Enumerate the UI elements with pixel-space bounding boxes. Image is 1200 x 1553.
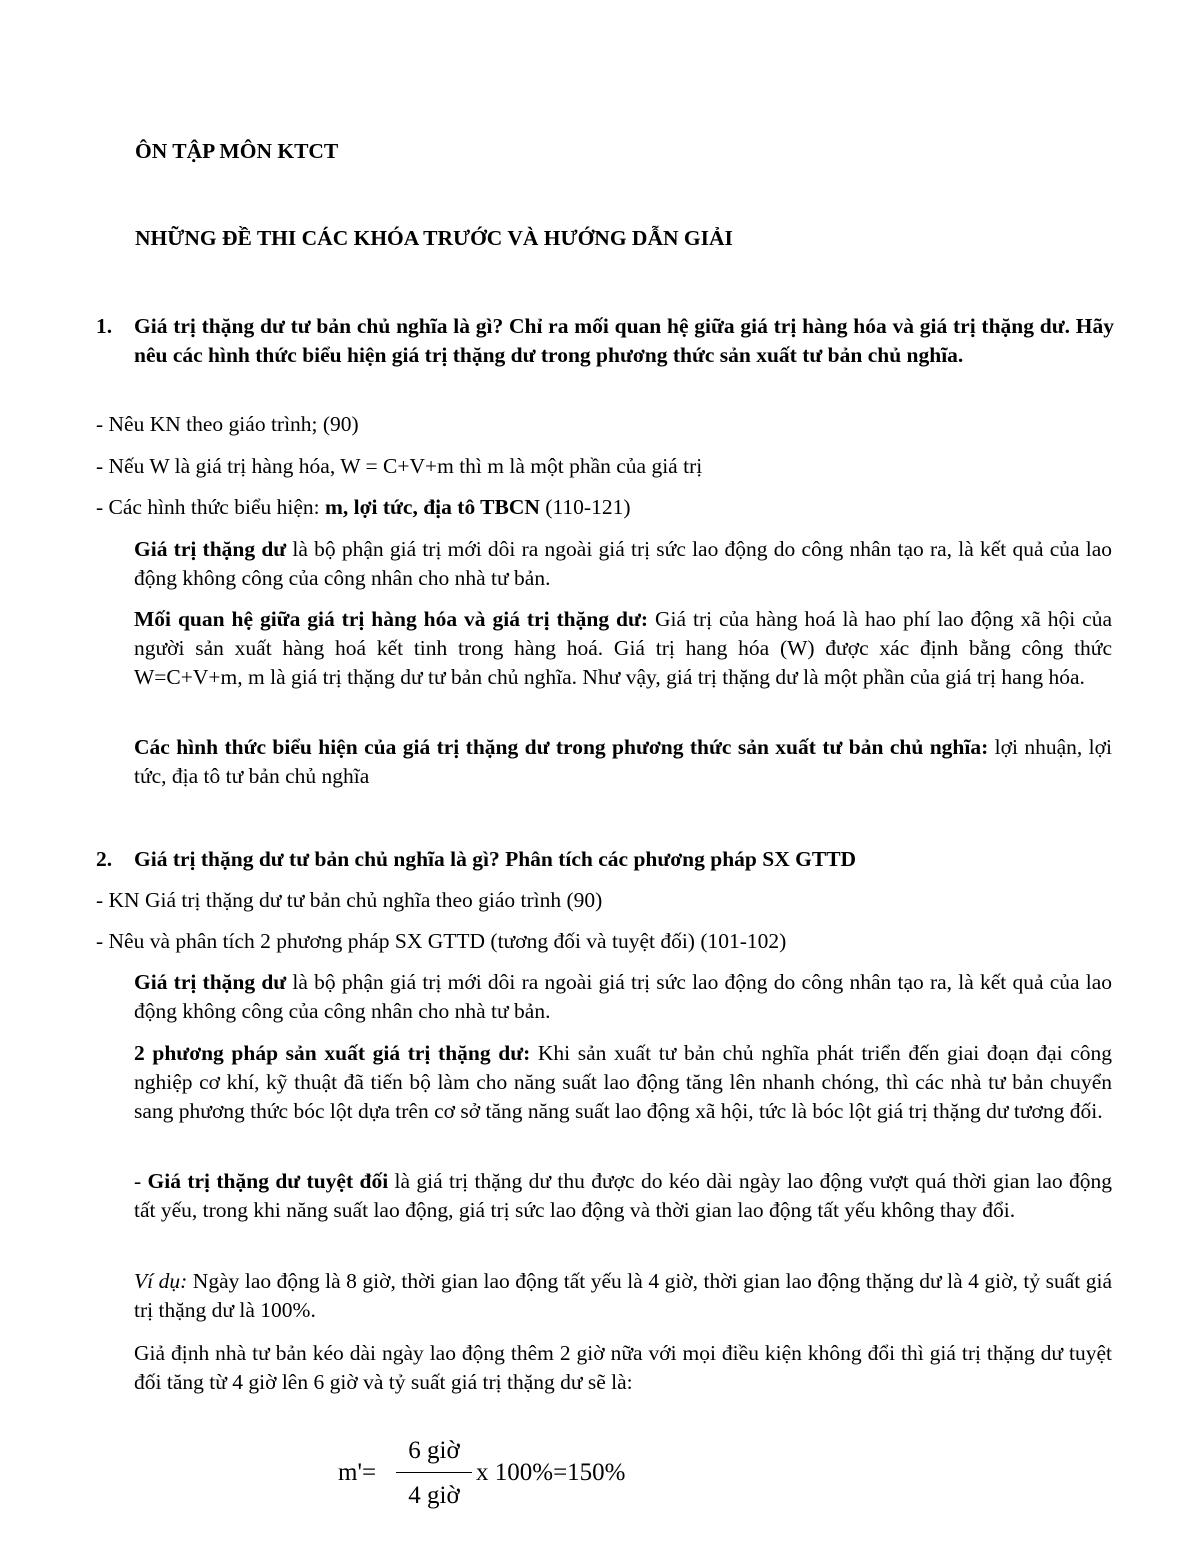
formula-denominator: 4 giờ: [408, 1482, 460, 1509]
example-label: Ví dụ:: [134, 1269, 188, 1293]
question-text: Giá trị thặng dư tư bản chủ nghĩa là gì? Chỉ ra mối quan hệ giữa giá trị hàng hóa và giá trị thặng dư. Hãy nêu các hình thức biểu hiện giá trị thặng dư trong phương thức sản xuất tư bản chủ nghĩa.: [134, 314, 1114, 367]
question-2: [96, 845, 1114, 874]
bullet-text: - Các hình thức biểu hiện:: [96, 495, 325, 519]
paragraph-text: là giá trị thặng dư thu được do kéo dài ngày lao động vượt quá thời gian lao động tất yếu, trong khi năng suất lao động, giá trị sức lao động và thời gian lao động tất yếu không thay đổi.: [134, 1169, 1112, 1222]
question-1: [96, 312, 1114, 370]
paragraph: [134, 1039, 1112, 1126]
paragraph: [134, 1267, 1112, 1325]
term-bold: Các hình thức biểu hiện của giá trị thặng dư trong phương thức sản xuất tư bản chủ nghĩa:: [134, 735, 989, 759]
paragraph: Giả định nhà tư bản kéo dài ngày lao động thêm 2 giờ nữa với mọi điều kiện không đổi thì giá trị thặng dư tuyệt đối tăng từ 4 giờ lên 6 giờ và tỷ suất giá trị thặng dư sẽ là:: [134, 1341, 1112, 1394]
formula-lhs: m'=: [338, 1459, 377, 1486]
bullet-item: - Nêu và phân tích 2 phương pháp SX GTTD (tương đối và tuyệt đối) (101-102): [96, 929, 787, 953]
formula: [338, 1432, 678, 1522]
bullet-item: - Nêu KN theo giáo trình; (90): [96, 412, 359, 436]
paragraph: [134, 535, 1112, 593]
paragraph-text: là bộ phận giá trị mới dôi ra ngoài giá trị sức lao động do công nhân tạo ra, là kết quả của lao động không công của công nhân cho nhà tư bản.: [134, 970, 1113, 1023]
formula-numerator: 6 giờ: [408, 1437, 460, 1464]
bullet-item: [96, 493, 1116, 522]
question-text: Giá trị thặng dư tư bản chủ nghĩa là gì? Phân tích các phương pháp SX GTTD: [134, 847, 857, 871]
doc-subtitle: NHỮNG ĐỀ THI CÁC KHÓA TRƯỚC VÀ HƯỚNG DẪN GIẢI: [135, 226, 733, 250]
doc-title: ÔN TẬP MÔN KTCT: [135, 139, 339, 163]
term-bold: Giá trị thặng dư: [134, 537, 287, 561]
paragraph: [134, 605, 1112, 692]
bullet-text: (110-121): [539, 495, 631, 519]
paragraph-text: lợi nhuận, lợi tức, địa tô tư bản chủ nghĩa: [134, 735, 1112, 788]
term-bold: Mối quan hệ giữa giá trị hàng hóa và giá trị thặng dư:: [134, 607, 649, 631]
term-bold: 2 phương pháp sản xuất giá trị thặng dư:: [134, 1041, 531, 1065]
paragraph-text: -: [134, 1169, 148, 1193]
formula-rhs: x 100%=150%: [476, 1459, 626, 1486]
paragraph: [134, 1167, 1112, 1225]
formula-fraction: [396, 1432, 472, 1515]
fraction-bar: [396, 1472, 472, 1473]
paragraph-text: là bộ phận giá trị mới dôi ra ngoài giá trị sức lao động do công nhân tạo ra, là kết quả của lao động không công của công nhân cho nhà tư bản.: [134, 537, 1113, 590]
term-bold: Giá trị thặng dư: [134, 970, 287, 994]
paragraph-text: Khi sản xuất tư bản chủ nghĩa phát triển đến giai đoạn đại công nghiệp cơ khí, kỹ thuật đã tiến bộ làm cho năng suất lao động tăng lên nhanh chóng, thì các nhà tư bản chuyển sang phương thức bóc lột dựa trên cơ sở tăng năng suất lao động xã hội, tức là bóc lột giá trị thặng dư tương đối.: [134, 1041, 1113, 1123]
question-number: 2.: [96, 847, 113, 871]
term-bold: Giá trị thặng dư tuyệt đối: [147, 1169, 389, 1193]
paragraph-text: Giá trị của hàng hoá là hao phí lao động xã hội của người sản xuất hàng hoá kết tinh trong hàng hoá. Giá trị hang hóa (W) được xác định bằng công thức W=C+V+m, m là giá trị thặng dư tư bản chủ nghĩa. Như vậy, giá trị thặng dư là một phần của giá trị hang hóa.: [134, 607, 1112, 689]
paragraph-text: Ngày lao động là 8 giờ, thời gian lao động tất yếu là 4 giờ, thời gian lao động thặng dư là 4 giờ, tỷ suất giá trị thặng dư là 100%.: [134, 1269, 1112, 1322]
question-number: 1.: [96, 314, 113, 338]
bullet-item: - KN Giá trị thặng dư tư bản chủ nghĩa theo giáo trình (90): [96, 888, 603, 912]
paragraph: [134, 733, 1112, 791]
bullet-bold-text: m, lợi tức, địa tô TBCN: [324, 495, 540, 519]
paragraph: [134, 968, 1112, 1026]
bullet-item: - Nếu W là giá trị hàng hóa, W = C+V+m thì m là một phần của giá trị: [96, 454, 703, 478]
